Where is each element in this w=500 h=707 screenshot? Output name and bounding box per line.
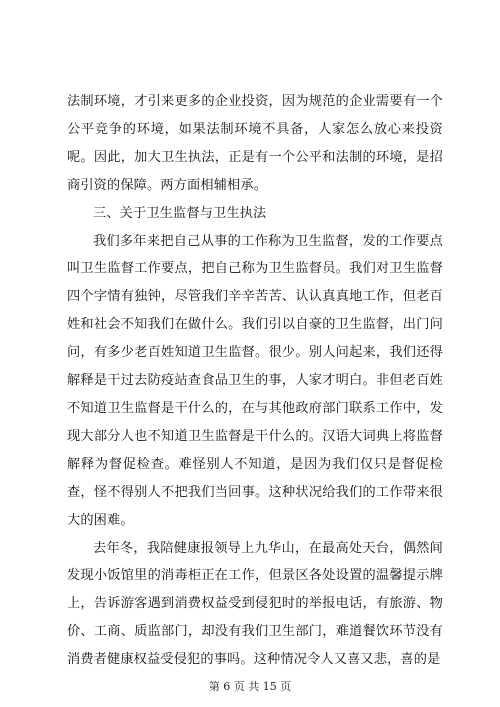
page-number-footer: 第 6 页 共 15 页 — [208, 680, 292, 693]
section-heading: 三、关于卫生监督与卫生执法 — [93, 205, 267, 221]
paragraph-supervision: 我们多年来把自己从事的工作称为卫生监督，发的工作要点叫卫生监督工作要点，把自己称为卫生监督员。我们对卫生监督四个字情有独钟，尽管我们辛辛苦苦、认认真真地工作，但老百姓和社会不知我们在做什么。我们引以自豪的卫生监督，出门问问，有多少老百姓知道卫生监督。很少。别人问起来，我们还得解释是干过去防疫站查食品卫生的事，人家才明白。非但老百姓不知道卫生监督是干什么的，在与其他政府部门联系工作中，发现大部分人也不知道卫生监督是干什么的。汉语大词典上将监督解释为督促检查。难怪别人不知道，是因为我们仅只是督促检查，怪不得别人不把我们当回事。这种状况给我们的工作带来很大的困难。 — [67, 233, 443, 528]
paragraph-continuation: 法制环境，才引来更多的企业投资，因为规范的企业需要有一个公平竞争的环境，如果法制环境不具备，人家怎么放心来投资呢。因此，加大卫生执法，正是有一个公平和法制的环境，是招商引资的保障。两方面相辅相承。 — [67, 94, 443, 193]
paragraph-jiuhuashan: 去年冬，我陪健康报领导上九华山，在最高处天台，偶然间发现小饭馆里的消毒柜正在工作，但景区各处设置的温馨提示牌上，告诉游客遇到消费权益受到侵犯时的举报电话，有旅游、物价、工商、质监部门，却没有我们卫生部门，难道餐饮环节没有消费者健康权益受侵犯的事吗。这种情况令人又喜又悲，喜的是 — [67, 540, 443, 668]
body-text — [67, 88, 443, 674]
